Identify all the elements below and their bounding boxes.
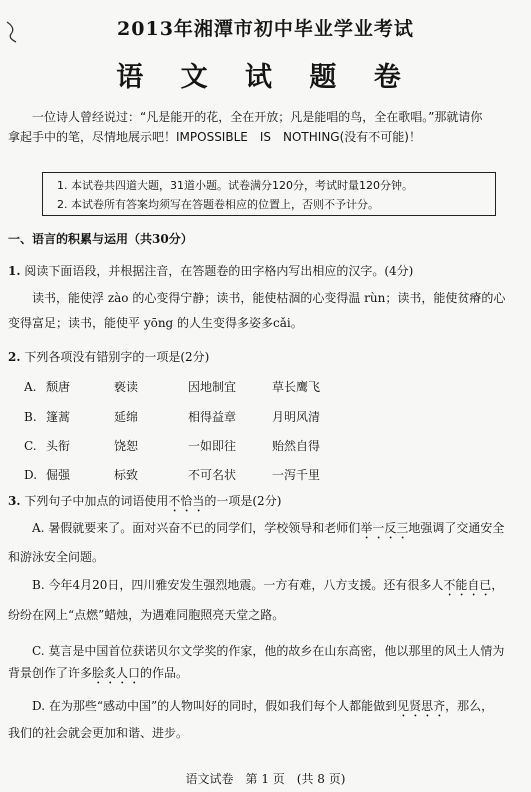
question-1-passage-line-1: 读书，能使浮 zào 的心变得宁静；读书，能使枯涸的心变得温 rùn；读书，能使贫瘠的心 <box>32 291 506 305</box>
option-text: ，那么， <box>445 699 494 713</box>
option-label: A. <box>24 380 37 394</box>
option-word: 不可名状 <box>188 468 237 482</box>
option-d-line-2: 我们的社会就会更加和谐、进步。 <box>8 726 189 740</box>
question-text: 阅读下面语段，并根据注音，在答题卷的田字格内写出相应的汉字。(4分) <box>20 264 414 278</box>
option-word: 倔强 <box>46 468 71 482</box>
option-word: 标致 <box>114 468 139 482</box>
option-label: B. <box>24 410 37 424</box>
option-d-line-1 <box>8 694 523 720</box>
notice-line-2: 2. 本试卷所有答案均须写在答题卷相应的位置上，否则不予计分。 <box>57 198 379 211</box>
option-word: 篷蒿 <box>46 410 71 424</box>
question-number: 2. <box>8 350 21 364</box>
option-a-line-1 <box>8 516 523 542</box>
section-heading: 一、语言的积累与运用（共30分） <box>8 232 193 246</box>
dotted-emphasis: 见贤思齐 <box>397 699 446 713</box>
option-text: ， <box>491 578 504 592</box>
option-text: B. 今年4月20日，四川雅安发生强烈地震。一方有难，八方支援。还有很多人 <box>32 578 444 592</box>
option-text: 的作品。 <box>140 666 189 680</box>
option-word: 草长鹰飞 <box>272 380 321 394</box>
option-word: 月明风清 <box>272 410 321 424</box>
question-number: 1. <box>8 264 21 278</box>
option-text: 地强调了交通安全 <box>408 521 505 535</box>
question-text: 下列句子中加点的词语使用 <box>20 494 169 508</box>
question-text: 的一项是(2分) <box>204 494 282 508</box>
option-word: 贻然自得 <box>272 439 321 453</box>
question-3-stem <box>8 492 281 515</box>
option-word: 饶恕 <box>114 439 139 453</box>
option-row <box>24 466 320 483</box>
option-text: A. 暑假就要来了。面对兴奋不已的同学们，学校领导和老师们 <box>32 521 361 535</box>
option-row <box>24 408 320 425</box>
intro-line-2: 拿起手中的笔，尽情地展示吧！IMPOSSIBLE IS NOTHING(没有不可能)！ <box>8 130 421 144</box>
notice-line-1: 1. 本试卷共四道大题，31道小题。试卷满分120分，考试时量120分钟。 <box>57 179 413 192</box>
exam-title: 2013年湘潭市初中毕业学业考试 <box>117 18 414 40</box>
option-word: 亵读 <box>114 380 139 394</box>
question-1-passage-line-2: 变得富足；读书，能使平 yōng 的人生变得多姿多cǎi。 <box>8 316 303 330</box>
intro-paragraph <box>8 107 523 147</box>
option-c-line-2 <box>8 661 523 687</box>
option-word: 头衔 <box>46 439 71 453</box>
intro-line-1: 一位诗人曾经说过：“凡是能开的花，全在开放；凡是能唱的鸟，全在歌唱。”那就请你 <box>32 110 483 124</box>
option-text: D. 在为那些“感动中国”的人物叫好的同时，假如我们每个人都能做到 <box>32 699 398 713</box>
option-b-line-1 <box>8 573 523 599</box>
question-1-stem <box>8 262 413 279</box>
option-word: 一泻千里 <box>272 468 321 482</box>
option-word: 因地制宜 <box>188 380 237 394</box>
option-word: 延绵 <box>114 410 139 424</box>
option-c-line-1: C. 莫言是中国首位获诺贝尔文学奖的作家，他的故乡在山东高密，他以那里的风土人情为 <box>32 644 505 658</box>
option-b-line-2: 纷纷在网上“点燃”蜡烛，为遇难同胞照亮天堂之路。 <box>8 608 285 622</box>
option-word: 相得益章 <box>188 410 237 424</box>
option-row <box>24 378 320 395</box>
question-text: 下列各项没有错别字的一项是(2分) <box>20 350 210 364</box>
dotted-emphasis: 举一反三 <box>360 521 409 535</box>
paper-subtitle: 语 文 试 题 卷 <box>116 62 415 93</box>
dotted-emphasis: 不恰当 <box>168 494 205 508</box>
option-label: C. <box>24 439 37 453</box>
exam-notice-box <box>42 172 496 216</box>
dotted-emphasis: 脍炙人口 <box>92 666 141 680</box>
question-number: 3. <box>8 494 21 508</box>
option-row <box>24 437 320 454</box>
question-2-stem <box>8 348 209 365</box>
page-footer: 语文试卷 第 1 页 (共 8 页) <box>185 772 346 786</box>
option-text: 背景创作了许多 <box>8 666 93 680</box>
option-word: 一如即往 <box>188 439 237 453</box>
option-label: D. <box>24 468 38 482</box>
option-word: 颓唐 <box>46 380 71 394</box>
dotted-emphasis: 不能自已 <box>443 578 492 592</box>
option-a-line-2: 和游泳安全问题。 <box>8 550 105 564</box>
